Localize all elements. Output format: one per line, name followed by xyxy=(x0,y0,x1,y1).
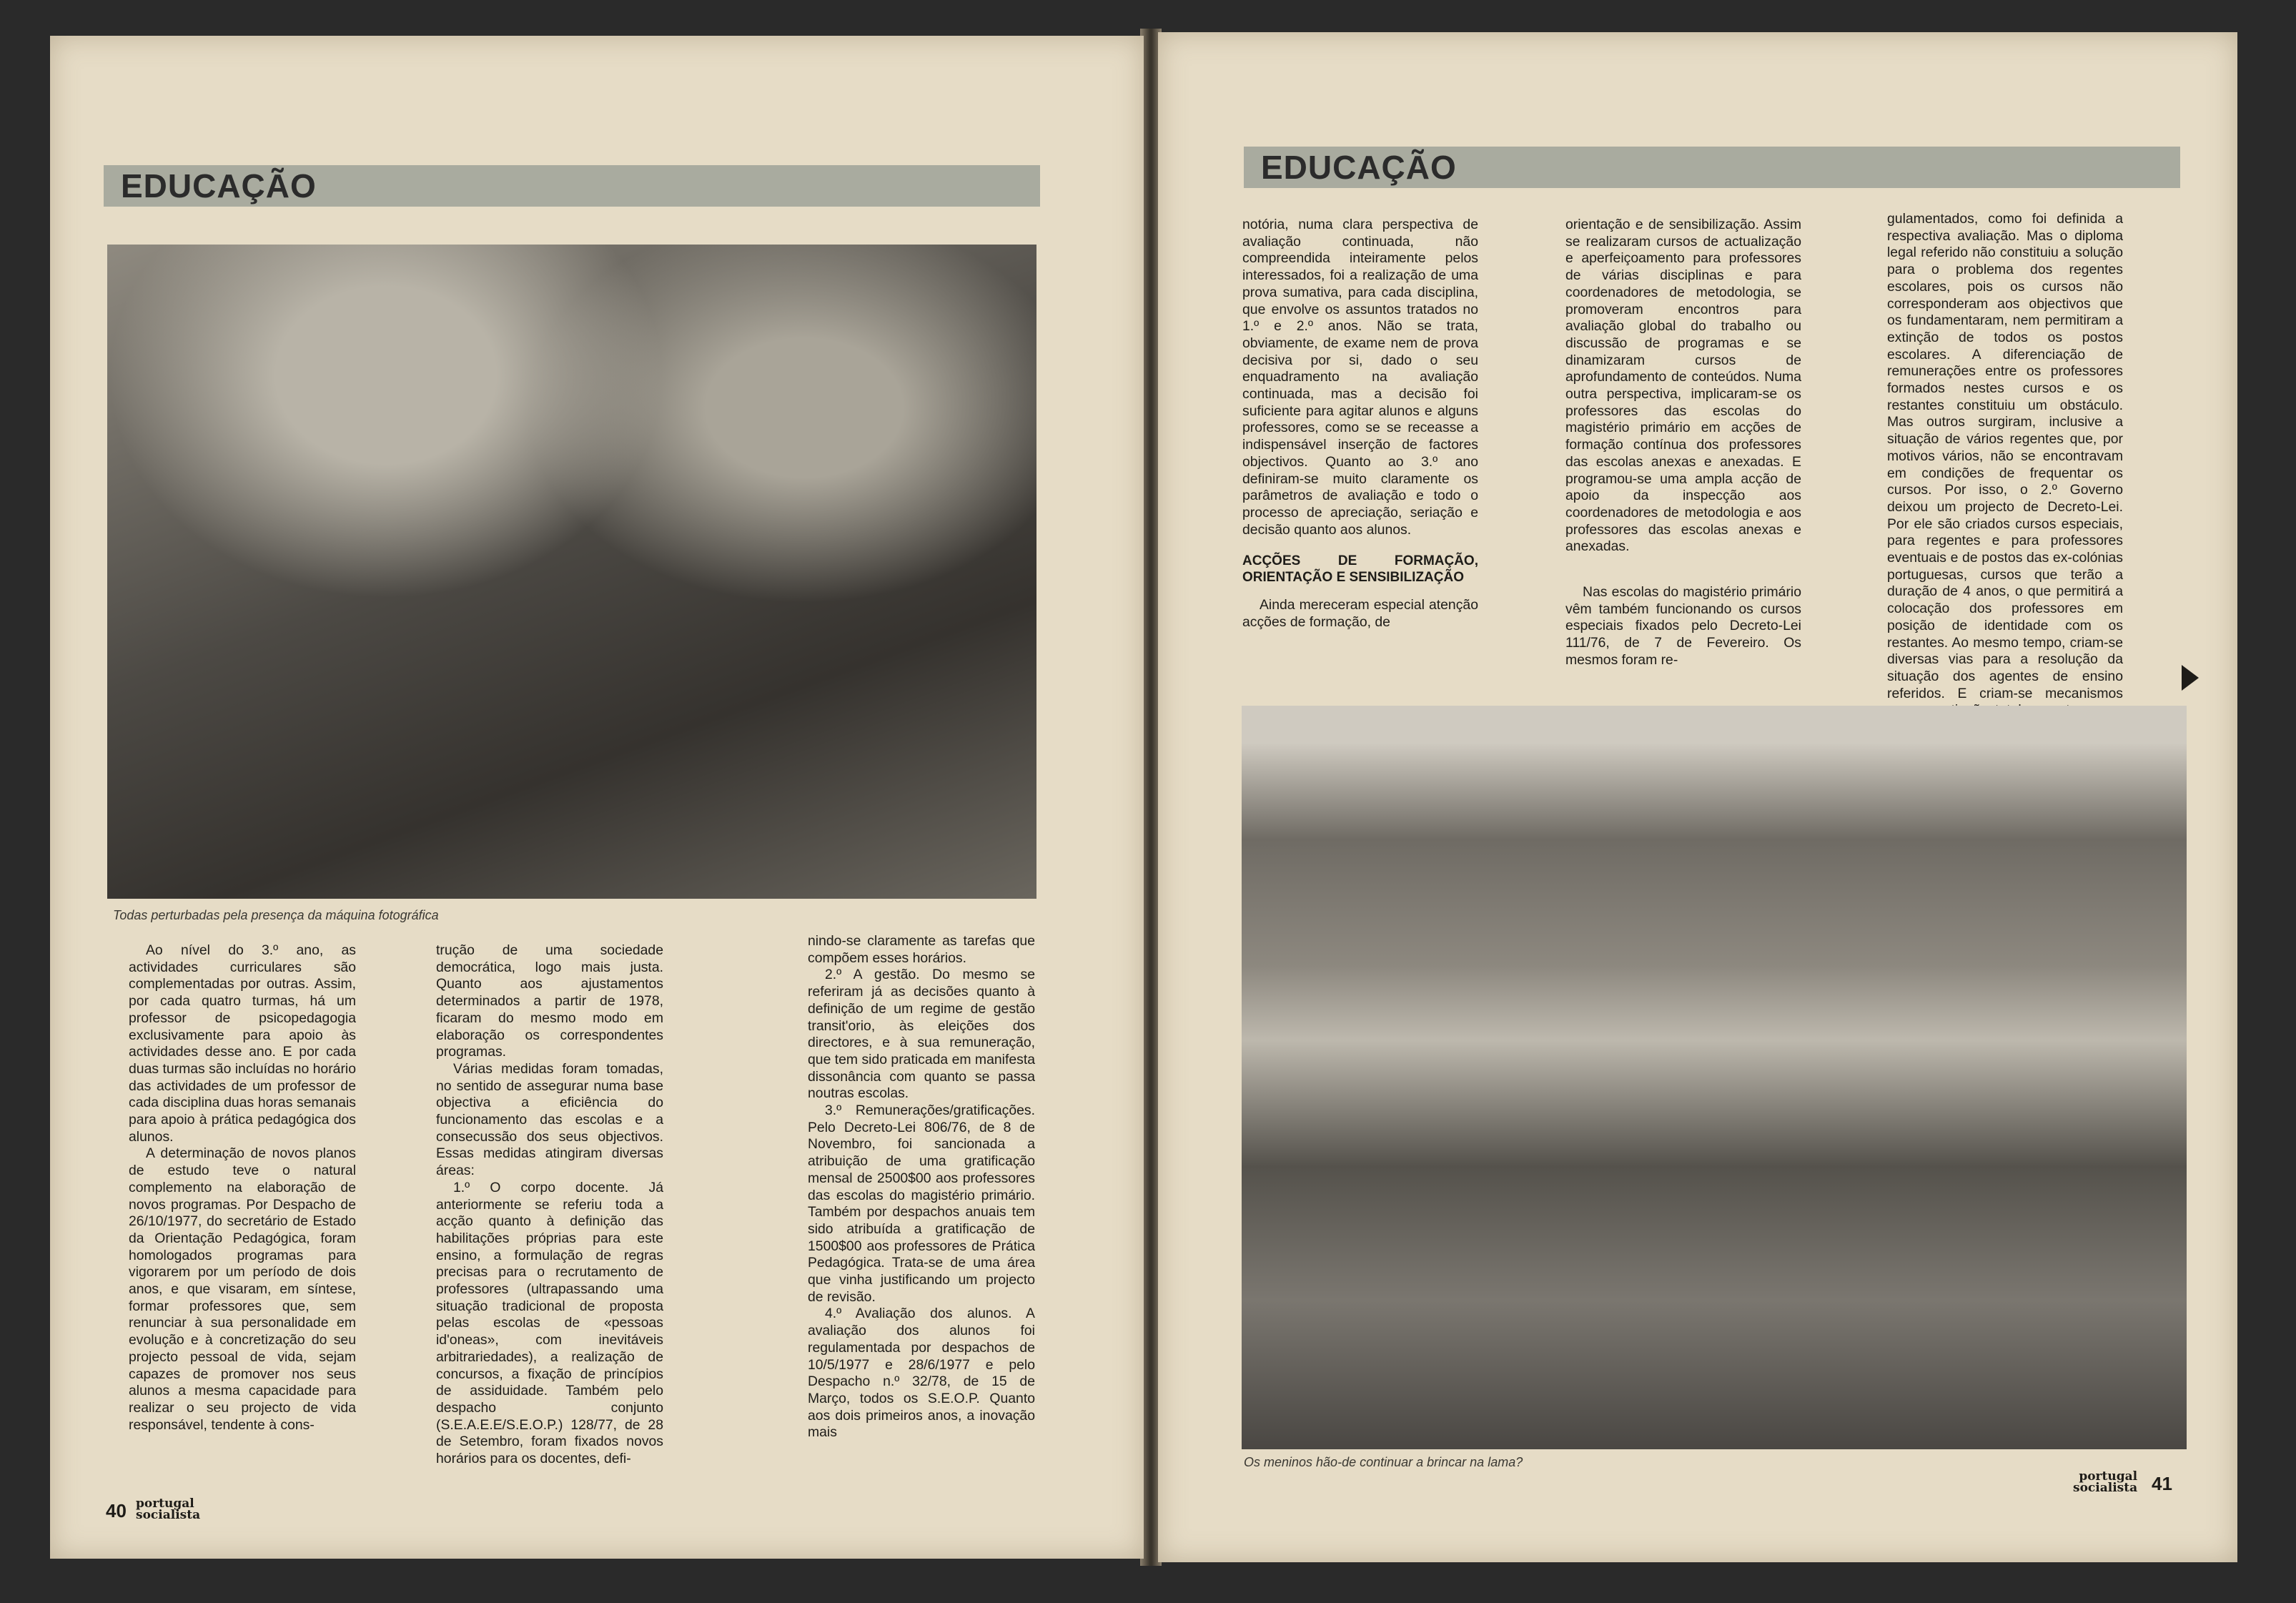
paragraph: A determinação de novos planos de estudo teve o natural complemento na elaboração de novos programas. Por Despacho de 26/10/1977, do secretário de Estado da Orientação Pedagógica, foram homologados programas para vigorarem por um período de dois anos, e que visaram, em síntese, formar professores que, sem renunciar à sua personalidade em evolução e à concretização do seu projecto pessoal de vida, sejam capazes de promover nos seus alunos a mesma capacidade para realizar o seu projecto de vida responsável, tendente à cons- xyxy=(129,1145,356,1433)
section-title: EDUCAÇÃO xyxy=(1261,149,1457,186)
publication-logo xyxy=(136,1498,200,1521)
left-page xyxy=(50,36,1144,1559)
logo-line-1: portugal xyxy=(136,1496,194,1511)
section-banner xyxy=(104,165,1040,207)
paragraph: 2.º A gestão. Do mesmo se referiram já as decisões quanto à definição de um regime de gestão transit'orio, às eleições dos directores, e à sua remuneração, que tem sido praticada em manifesta dissonância com quanto se passa noutras escolas. xyxy=(808,967,1035,1102)
photo-caption: Todas perturbadas pela presença da máquina fotográfica xyxy=(113,908,439,922)
paragraph: Ainda mereceram especial atenção acções de formação, de xyxy=(1242,597,1478,631)
publication-logo xyxy=(2073,1471,2137,1494)
photo-caption: Os meninos hão-de continuar a brincar na lama? xyxy=(1244,1455,1523,1469)
logo-line-2: socialista xyxy=(136,1508,201,1522)
classroom-photo xyxy=(107,245,1036,899)
section-banner xyxy=(1244,147,2180,188)
paragraph: Ao nível do 3.º ano, as actividades curriculares são complementadas por outras. Assim, por cada quatro turmas, há um professor de psicopedagogia exclusivamente para apoio às actividades desse ano. E por cada duas turmas são incluídas no horário das actividades de um professor de cada disciplina duas horas semanais para apoio à prática pedagógica dos alunos. xyxy=(129,942,356,1145)
paragraph: 3.º Remunerações/gratificações. Pelo Decreto-Lei 806/76, de 8 de Novembro, foi sancionada a atribuição de uma gratificação mensal de 2500$00 aos professores das escolas do magistério primário. Também por despachos anuais tem sido atribuída a gratificação de 1500$00 aos professores de Prática Pedagógica. Trata-se de uma área que vinha justificando um projecto de revisão. xyxy=(808,1103,1035,1305)
page-number: 41 xyxy=(2152,1473,2172,1494)
paragraph: 4.º Avaliação dos alunos. A avaliação dos alunos foi regulamentada por despachos de 10/5/1977 e 28/6/1977 e pelo Despacho n.º 32/78, de 15 de Março, todos os S.E.O.P. Quanto aos dois primeiros anos, a inovação mais xyxy=(808,1306,1035,1441)
paragraph: gulamentados, como foi definida a respectiva avaliação. Mas o diploma legal referido não constituiu a solução para o problema dos regentes escolares, pois os cursos não corresponderam aos objectivos que os fundamentaram, nem permitiram a extinção de todos os postos escolares. A diferenciação de remunerações entre os professores formados nestes cursos e os restantes constituiu um obstáculo. Mas outros surgiram, inclusive a situação de vários regentes que, por motivos vários, não se encontravam em condições de frequentar os cursos. Por isso, o 2.º Governo deixou um projecto de Decreto-Lei. Por ele são criados cursos especiais, para regentes e para professores eventuais e de postos das ex-colónias portuguesas, cursos que terão a duração de 4 anos, o que permitirá a colocação dos professores em posição de identidade com os restantes. Ao mesmo tempo, criam-se diversas vias para a resolução da situação dos agentes de ensino referidos. E criam-se mecanismos xyxy=(1887,211,2123,701)
paragraph: trução de uma sociedade democrática, logo mais justa. Quanto aos ajustamentos determinados a partir de 1978, ficaram do mesmo modo em elaboração os correspondentes programas. xyxy=(436,942,663,1060)
paragraph: Nas escolas do magistério primário vêm também funcionando os cursos especiais fixados pelo Decreto-Lei 111/76, de 7 de Fevereiro. Os mesmos foram re- xyxy=(1565,584,1801,668)
logo-line-1: portugal xyxy=(2079,1469,2138,1484)
paragraph: Várias medidas foram tomadas, no sentido de assegurar numa base objectiva a eficiência do funcionamento das escolas e a consecussão dos seus objectivos. Essas medidas atingiram diversas áreas: xyxy=(436,1060,663,1179)
text-column-2 xyxy=(436,942,663,1468)
page-number: 40 xyxy=(106,1500,127,1521)
text-column-2 xyxy=(1565,217,1801,669)
section-title: EDUCAÇÃO xyxy=(121,167,317,204)
paragraph: nindo-se claramente as tarefas que compõem esses horários. xyxy=(808,933,1035,966)
text-column-1 xyxy=(129,942,356,1434)
paragraph: 1.º O corpo docente. Já anteriormente se referiu toda a acção quanto à definição das habilitações próprias para este ensino, a formulação de regras precisas para o recrutamento de professores (ultrapassando uma situação tradicional de proposta pelas escolas de «pessoas id'oneas», com inevitáveis arbitrariedades), a realização de concursos, a fixação de princípios de assiduidade. Também pelo despacho conjunto (S.E.A.E.E/S.E.O.P.) 128/77, de 28 de Setembro, foram fixados novos horários para os docentes, defi- xyxy=(436,1179,663,1467)
right-page xyxy=(1158,32,2237,1562)
text-column-1 xyxy=(1242,217,1478,631)
text-column-3 xyxy=(1887,211,2123,736)
subheading: ACÇÕES DE FORMAÇÃO, ORIENTAÇÃO E SENSIBILIZAÇÃO xyxy=(1242,553,1478,586)
continue-arrow-icon xyxy=(2182,665,2199,691)
paragraph: notória, numa clara perspectiva de avaliação continuada, não compreendida inteiramente pelos interessados, foi a realização de uma prova sumativa, para cada disciplina, que envolve os assuntos tratados no 1.º e 2.º anos. Não se trata, obviamente, de exame nem de prova decisiva por si, dado o seu enquadramento na avaliação continuada, mas a decisão foi suficiente para agitar alunos e alguns professores, como se se receasse a indispensável inserção de factores objectivos. Quanto ao 3.º ano definiram-se muito claramente os parâmetros de avaliação e todo o processo de apreciação, seriação e decisão quanto aos alunos. xyxy=(1242,217,1478,538)
schoolyard-photo xyxy=(1242,706,2187,1449)
paragraph: orientação e de sensibilização. Assim se realizaram cursos de actualização e aperfeiçoamento para professores de várias disciplinas e para coordenadores de metodologia, se promoveram encontros para avaliação global do trabalho ou discussão de programas e se dinamizaram cursos de aprofundamento de conteúdos. Numa outra perspectiva, implicaram-se os professores das escolas do magistério primário em acções de formação contínua dos professores das escolas anexas e anexadas. E programou-se uma ampla acção de apoio da inspecção aos coordenadores de metodologia e aos professores das escolas anexas e anexadas. xyxy=(1565,217,1801,555)
logo-line-2: socialista xyxy=(2073,1481,2138,1495)
text-column-3 xyxy=(808,933,1035,1441)
